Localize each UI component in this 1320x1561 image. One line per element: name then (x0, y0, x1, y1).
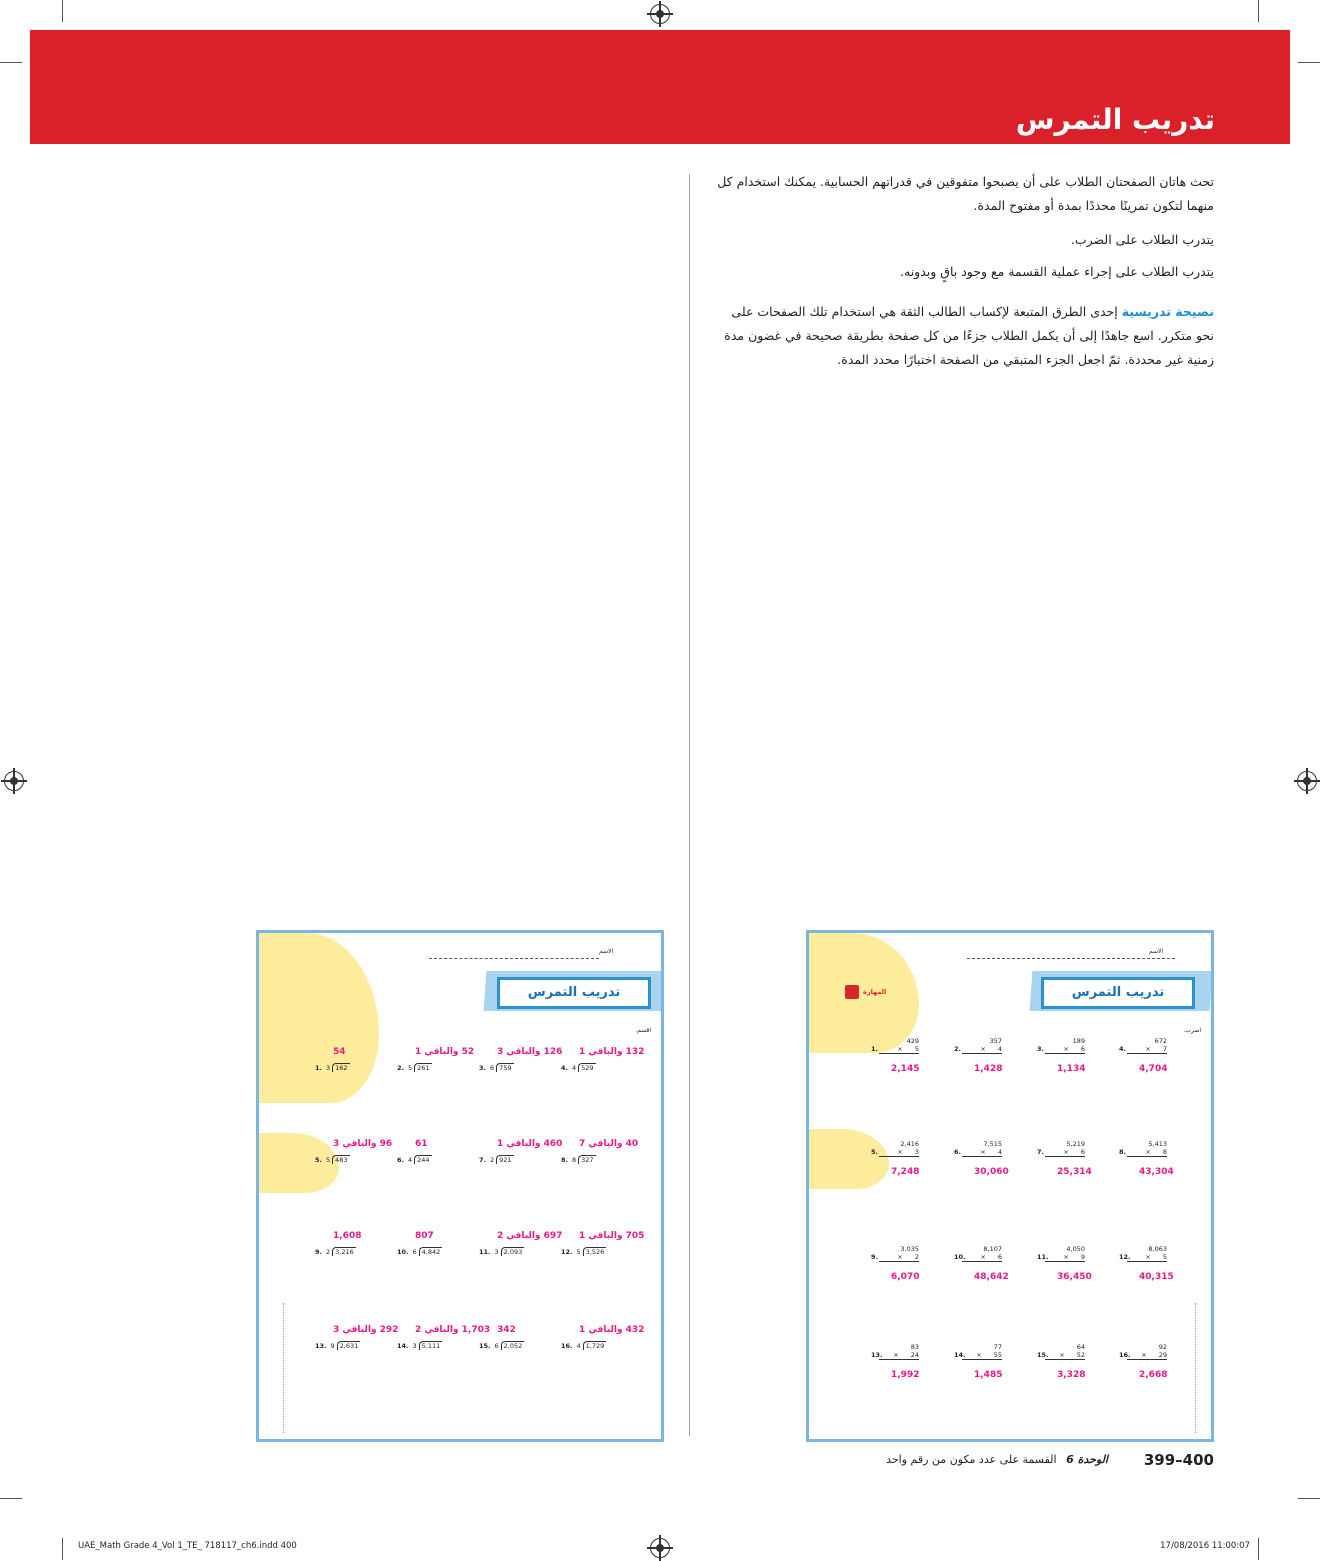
problem-number: 5. (871, 1148, 878, 1156)
intro-multiplication-note: يتدرب الطلاب على الضرب. (1070, 232, 1214, 247)
multiplication-problem (1127, 1037, 1167, 1054)
division-problem (561, 1247, 606, 1256)
divisor: 2 (326, 1248, 331, 1256)
problem-number: 10. (954, 1253, 966, 1261)
division-problem (397, 1247, 442, 1256)
section-instruction: اقسم. (635, 1027, 651, 1034)
times-icon: × (1145, 1148, 1153, 1156)
multiplication-problem (879, 1037, 919, 1054)
times-icon: × (1063, 1045, 1071, 1053)
multiplier-value: 9 (1080, 1253, 1085, 1261)
divisor: 5 (326, 1156, 331, 1164)
divisor: 8 (572, 1156, 577, 1164)
worksheet-title: تدريب التمرس (497, 977, 651, 1009)
answer: 1,703 والباقي 2 (415, 1325, 491, 1335)
answer: 697 والباقي 2 (497, 1231, 563, 1241)
answer: 1,485 (974, 1370, 1003, 1380)
division-problem (315, 1341, 360, 1350)
footer-unit (886, 1453, 1108, 1466)
problem-number: 14. (397, 1342, 409, 1350)
times-icon: × (1063, 1253, 1071, 1261)
answer: 1,992 (891, 1370, 920, 1380)
answer: 432 والباقي 1 (579, 1325, 645, 1335)
multiplier (1045, 1253, 1085, 1262)
answer: 40,315 (1139, 1272, 1174, 1282)
registration-mark-icon (1297, 771, 1317, 791)
multiplicand: 5,219 (1066, 1140, 1085, 1148)
multiplier-value: 6 (1080, 1045, 1085, 1053)
date-slug: 17/08/2016 11:00:07 (1160, 1541, 1250, 1551)
multiplier (962, 1045, 1002, 1054)
problem-number: 11. (479, 1248, 491, 1256)
times-icon: × (1059, 1351, 1067, 1359)
multiplier (879, 1253, 919, 1262)
multiplier-value: 4 (997, 1148, 1002, 1156)
name-label: الاسم (599, 948, 614, 955)
teaching-tip-label: نصيحة تدريسية (1121, 304, 1214, 319)
problem-number: 15. (1037, 1351, 1049, 1359)
page-title: تدريب التمرس (1015, 103, 1215, 136)
problem-number: 3. (1037, 1045, 1044, 1053)
multiplier-value: 52 (1076, 1351, 1085, 1359)
multiplier-value: 3 (914, 1148, 919, 1156)
answer: 3,328 (1057, 1370, 1086, 1380)
divisor: 4 (408, 1156, 413, 1164)
multiplicand: 92 (1158, 1343, 1167, 1351)
multiplier (1045, 1045, 1085, 1054)
crop-mark (1298, 62, 1320, 63)
times-icon: × (893, 1351, 901, 1359)
answer: 96 والباقي 3 (333, 1139, 393, 1149)
problem-number: 12. (561, 1248, 573, 1256)
dividend: 244 (414, 1155, 431, 1164)
multiplier (962, 1148, 1002, 1157)
decorative-splash (809, 1129, 889, 1189)
times-icon: × (980, 1045, 988, 1053)
multiplier (1127, 1253, 1167, 1262)
dividend: 759 (496, 1063, 513, 1072)
dividend: 1,729 (583, 1341, 607, 1350)
multiplier-value: 6 (997, 1253, 1002, 1261)
problem-number: 14. (954, 1351, 966, 1359)
times-icon: × (897, 1148, 905, 1156)
times-icon: × (1063, 1148, 1071, 1156)
division-problem (397, 1155, 432, 1164)
multiplicand: 7,515 (983, 1140, 1002, 1148)
multiplier (1127, 1148, 1167, 1157)
multiplication-problem (962, 1343, 1002, 1360)
multiplication-problem (962, 1245, 1002, 1262)
answer: 48,642 (974, 1272, 1009, 1282)
problem-number: 16. (561, 1342, 573, 1350)
problem-number: 2. (397, 1064, 404, 1072)
multiplicand: 3,035 (900, 1245, 919, 1253)
times-icon: × (1145, 1045, 1153, 1053)
answer: 25,314 (1057, 1167, 1092, 1177)
problem-number: 2. (954, 1045, 961, 1053)
registration-mark-icon (650, 1538, 670, 1558)
problem-number: 15. (479, 1342, 491, 1350)
divisor: 6 (494, 1342, 499, 1350)
divisor: 2 (490, 1156, 495, 1164)
answer: 460 والباقي 1 (497, 1139, 563, 1149)
multiplier-value: 6 (1080, 1148, 1085, 1156)
division-problem (397, 1341, 442, 1350)
crop-mark (62, 0, 63, 22)
registration-mark-icon (4, 771, 24, 791)
problem-number: 13. (871, 1351, 883, 1359)
dividend: 2,093 (501, 1247, 525, 1256)
multiplication-problem (1045, 1140, 1085, 1157)
divisor: 3 (326, 1064, 331, 1072)
problem-number: 13. (315, 1342, 327, 1350)
problem-number: 3. (479, 1064, 486, 1072)
multiplier (962, 1351, 1002, 1360)
problem-number: 5. (315, 1156, 322, 1164)
answer: 807 (415, 1231, 434, 1241)
answer: 292 والباقي 3 (333, 1325, 399, 1335)
divisor: 6 (412, 1248, 417, 1256)
division-problem (315, 1155, 350, 1164)
answer: 4,704 (1139, 1064, 1168, 1074)
intro-division-note: يتدرب الطلاب على إجراء عملية القسمة مع وجود باقٍ وبدونه. (900, 264, 1214, 279)
division-problem (315, 1247, 356, 1256)
problem-number: 8. (1119, 1148, 1126, 1156)
answer: 6,070 (891, 1272, 920, 1282)
problem-number: 10. (397, 1248, 409, 1256)
answer: 43,304 (1139, 1167, 1174, 1177)
answer: 342 (497, 1325, 516, 1335)
divisor: 3 (412, 1342, 417, 1350)
page-numbers: 399–400 (1143, 1451, 1214, 1469)
multiplier-value: 5 (1162, 1253, 1167, 1261)
multiplication-problem (962, 1140, 1002, 1157)
skill-label: المهارة (863, 988, 887, 996)
multiplicand: 672 (1154, 1037, 1167, 1045)
multiplication-problem (1127, 1245, 1167, 1262)
multiplier-value: 24 (910, 1351, 919, 1359)
answer: 126 والباقي 3 (497, 1047, 563, 1057)
multiplication-problem (879, 1245, 919, 1262)
column-divider (689, 174, 690, 1436)
division-problem (479, 1247, 524, 1256)
multiplicand: 429 (906, 1037, 919, 1045)
answer: 2,145 (891, 1064, 920, 1074)
times-icon: × (897, 1253, 905, 1261)
problem-number: 9. (315, 1248, 322, 1256)
division-problem (561, 1063, 596, 1072)
divisor: 9 (330, 1342, 335, 1350)
multiplier-value: 29 (1158, 1351, 1167, 1359)
divisor: 5 (576, 1248, 581, 1256)
answer: 2,668 (1139, 1370, 1168, 1380)
name-label: الاسم (1149, 948, 1164, 955)
crop-mark (1258, 1538, 1259, 1560)
dividend: 3,216 (332, 1247, 356, 1256)
division-problem (561, 1155, 596, 1164)
multiplicand: 64 (1076, 1343, 1085, 1351)
section-instruction: اضرب. (1183, 1027, 1201, 1034)
answer: 61 (415, 1139, 428, 1149)
problem-number: 4. (1119, 1045, 1126, 1053)
answer: 7,248 (891, 1167, 920, 1177)
multiplier (879, 1148, 919, 1157)
multiplier (1127, 1045, 1167, 1054)
multiplication-problem (1045, 1343, 1085, 1360)
dividend: 2,631 (337, 1341, 361, 1350)
answer: 1,428 (974, 1064, 1003, 1074)
file-slug: UAE_Math Grade 4_Vol 1_TE_ 718117_ch6.indd 400 (78, 1541, 297, 1551)
dividend: 261 (414, 1063, 431, 1072)
times-icon: × (897, 1045, 905, 1053)
multiplicand: 83 (910, 1343, 919, 1351)
divisor: 4 (576, 1342, 581, 1350)
answer: 30,060 (974, 1167, 1009, 1177)
division-problem (561, 1341, 606, 1350)
unit-text: القسمة على عدد مكون من رقم واحد (886, 1453, 1057, 1466)
copyright-strip (1195, 1303, 1206, 1433)
multiplier (1127, 1351, 1167, 1360)
answer: 1,134 (1057, 1064, 1086, 1074)
multiplier (879, 1351, 919, 1360)
multiplicand: 2,416 (900, 1140, 919, 1148)
teaching-tip (714, 300, 1214, 372)
header-banner (30, 30, 1290, 144)
problem-number: 16. (1119, 1351, 1131, 1359)
multiplicand: 4,050 (1066, 1245, 1085, 1253)
multiplicand: 189 (1072, 1037, 1085, 1045)
crop-mark (1258, 0, 1259, 22)
multiplication-problem (1127, 1343, 1167, 1360)
divisor: 6 (490, 1064, 495, 1072)
problem-number: 1. (315, 1064, 322, 1072)
division-problem (479, 1341, 524, 1350)
multiplier-value: 2 (914, 1253, 919, 1261)
multiplier (1045, 1351, 1085, 1360)
multiplier-value: 4 (997, 1045, 1002, 1053)
arrow-icon (845, 985, 859, 999)
teaching-tip-text: إحدى الطرق المتبعة لإكساب الطالب الثقة هي استخدام تلك الصفحات على نحو متكرر. اسع جاهدًا إلى أن يكمل الطلاب جزءًا من كل صفحة بطريقة صحيحة في غضون مدة زمنية غير محددة. ثمّ اجعل الجزء المتبقي من الصفحة اختبارًا محدد المدة. (724, 304, 1214, 367)
times-icon: × (980, 1253, 988, 1261)
problem-number: 7. (479, 1156, 486, 1164)
intro-paragraph: تحث هاتان الصفحتان الطلاب على أن يصبحوا متفوقين في قدراتهم الحسابية. يمكنك استخدام كل منهما لتكون تمرينًا محددًا بمدة أو مفتوح المدة. (717, 174, 1214, 213)
answer: 54 (333, 1047, 346, 1057)
multiplier-value: 8 (1162, 1148, 1167, 1156)
worksheet-multiplication (806, 930, 1214, 1442)
multiplication-problem (1127, 1140, 1167, 1157)
multiplication-problem (879, 1343, 919, 1360)
problem-number: 6. (397, 1156, 404, 1164)
problem-number: 6. (954, 1148, 961, 1156)
multiplicand: 8,063 (1148, 1245, 1167, 1253)
division-problem (479, 1155, 514, 1164)
problem-number: 11. (1037, 1253, 1049, 1261)
dividend: 3,526 (583, 1247, 607, 1256)
multiplier-value: 5 (914, 1045, 919, 1053)
answer: 52 والباقي 1 (415, 1047, 475, 1057)
decorative-splash (259, 933, 379, 1103)
multiplicand: 8,107 (983, 1245, 1002, 1253)
answer: 40 والباقي 7 (579, 1139, 639, 1149)
multiplicand: 5,413 (1148, 1140, 1167, 1148)
problem-number: 1. (871, 1045, 878, 1053)
divisor: 4 (572, 1064, 577, 1072)
worksheet-title: تدريب التمرس (1041, 977, 1195, 1009)
division-problem (479, 1063, 514, 1072)
times-icon: × (980, 1148, 988, 1156)
multiplier (962, 1253, 1002, 1262)
registration-mark-icon (650, 4, 670, 24)
times-icon: × (1145, 1253, 1153, 1261)
name-line (967, 958, 1175, 959)
multiplicand: 77 (993, 1343, 1002, 1351)
multiplier (879, 1045, 919, 1054)
multiplier-value: 7 (1162, 1045, 1167, 1053)
crop-mark (0, 62, 22, 63)
divisor: 3 (494, 1248, 499, 1256)
problem-number: 12. (1119, 1253, 1131, 1261)
name-line (429, 958, 599, 959)
dividend: 4,842 (419, 1247, 443, 1256)
answer: 132 والباقي 1 (579, 1047, 645, 1057)
multiplication-problem (1045, 1245, 1085, 1262)
dividend: 327 (578, 1155, 595, 1164)
crop-mark (1298, 1498, 1320, 1499)
problem-number: 7. (1037, 1148, 1044, 1156)
times-icon: × (976, 1351, 984, 1359)
dividend: 921 (496, 1155, 513, 1164)
answer: 705 والباقي 1 (579, 1231, 645, 1241)
multiplicand: 357 (989, 1037, 1002, 1045)
crop-mark (62, 1538, 63, 1560)
answer: 1,608 (333, 1231, 362, 1241)
problem-number: 9. (871, 1253, 878, 1261)
division-problem (315, 1063, 350, 1072)
copyright-strip (283, 1303, 294, 1433)
dividend: 5,111 (419, 1341, 443, 1350)
problem-number: 4. (561, 1064, 568, 1072)
divisor: 5 (408, 1064, 413, 1072)
dividend: 2,052 (501, 1341, 525, 1350)
problem-number: 8. (561, 1156, 568, 1164)
crop-mark (0, 1498, 22, 1499)
dividend: 162 (332, 1063, 349, 1072)
unit-label: الوحدة 6 (1066, 1453, 1108, 1466)
dividend: 483 (332, 1155, 349, 1164)
multiplier (1045, 1148, 1085, 1157)
answer: 36,450 (1057, 1272, 1092, 1282)
multiplier-value: 55 (993, 1351, 1002, 1359)
multiplication-problem (962, 1037, 1002, 1054)
multiplication-problem (1045, 1037, 1085, 1054)
division-problem (397, 1063, 432, 1072)
times-icon: × (1141, 1351, 1149, 1359)
multiplication-problem (879, 1140, 919, 1157)
dividend: 529 (578, 1063, 595, 1072)
worksheet-division (256, 930, 664, 1442)
